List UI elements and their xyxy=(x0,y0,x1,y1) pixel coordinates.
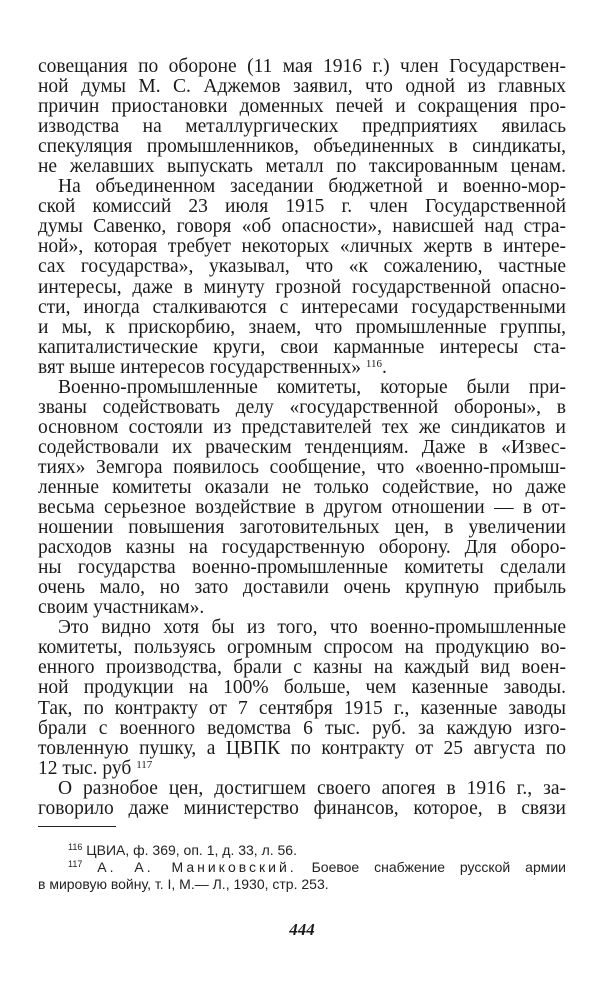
line-text: содействовали их рваческим тенденциям. Даже в «Извес- xyxy=(38,436,566,458)
line-text: ношении повышения заготовительных цен, в увеличении xyxy=(38,517,566,539)
line-text: ны государства военно-промышленные комитеты сделали xyxy=(38,557,566,579)
text-line xyxy=(38,719,566,739)
line-text: говорило даже министерство финансов, которое, в связи xyxy=(38,797,566,819)
text-line xyxy=(38,498,566,518)
text-line xyxy=(38,699,566,719)
text-line xyxy=(38,217,566,237)
footnote-reference: 116 xyxy=(365,357,382,370)
footnote-author: А. А. Маниковский. xyxy=(97,859,297,875)
footnote-text: в мировую войну, т. I, М.— Л., 1930, стр. 253. xyxy=(38,876,329,892)
text-line xyxy=(38,618,566,638)
text-line xyxy=(38,558,566,578)
line-text: 12 тыс. руб xyxy=(38,757,137,779)
text-line xyxy=(38,177,566,197)
footnote-number: 116 xyxy=(68,842,83,852)
line-text: изводства на металлургических предприятиях явилась xyxy=(38,116,566,138)
line-text: тиях» Земгора появилось сообщение, что «военно-промыш- xyxy=(38,456,566,478)
text-line xyxy=(38,257,566,277)
text-line xyxy=(38,518,566,538)
paragraph xyxy=(38,378,566,619)
paragraph xyxy=(38,779,566,819)
footnote-text: Боевое снабжение русской армии xyxy=(296,859,566,875)
line-text: и мы, к прискорбию, знаем, что промышленные группы, xyxy=(38,316,566,338)
text-line xyxy=(38,658,566,678)
text-line xyxy=(38,97,566,117)
line-text: ской комиссий 23 июля 1915 г. член Государственной xyxy=(38,196,566,218)
line-text-after: . xyxy=(381,356,387,378)
text-line xyxy=(38,117,566,137)
line-text: не желавших выпускать металл по таксированным ценам. xyxy=(38,156,566,178)
footnote-divider xyxy=(38,826,116,827)
footnote-line xyxy=(38,842,566,859)
text-line xyxy=(38,418,566,438)
text-line xyxy=(38,578,566,598)
footnotes xyxy=(38,842,566,893)
line-text: основном состояли из представителей тех же синдикатов и xyxy=(38,416,566,438)
text-line xyxy=(38,678,566,698)
line-text: енного производства, брали с казны на каждый вид воен- xyxy=(38,657,566,679)
line-text: О разнобое цен, достигшем своего апогея в 1916 г., за- xyxy=(58,777,566,799)
line-text: званы содействовать делу «государственной обороны», в xyxy=(38,396,566,418)
line-text: сти, иногда сталкиваются с интересами государственными xyxy=(38,296,566,318)
paragraph xyxy=(38,177,566,377)
text-line xyxy=(38,338,566,358)
line-text: На объединенном заседании бюджетной и военно-мор- xyxy=(58,176,566,198)
line-text: вят выше интересов государственных» xyxy=(38,356,366,378)
line-text: весьма серьезное воздействие в другом отношении — в от- xyxy=(38,497,566,519)
text-line xyxy=(38,298,566,318)
line-text: очень мало, но зато доставили очень крупную прибыль xyxy=(38,577,566,599)
text-line xyxy=(38,137,566,157)
line-text: сах государства», указывал, что «к сожалению, частные xyxy=(38,256,566,278)
line-text: комитеты, пользуясь огромным спросом на продукцию во- xyxy=(38,637,566,659)
text-line xyxy=(38,77,566,97)
text-line xyxy=(38,398,566,418)
line-text: думы Савенко, говоря «об опасности», нависшей над стра- xyxy=(38,216,566,238)
footnote-line xyxy=(38,859,566,876)
text-line xyxy=(38,478,566,498)
text-line xyxy=(38,739,566,759)
line-text: брали с военного ведомства 6 тыс. руб. за каждую изго- xyxy=(38,717,566,739)
text-line xyxy=(38,358,566,378)
footnote xyxy=(38,842,566,859)
footnote-text: ЦВИА, ф. 369, оп. 1, д. 33, л. 56. xyxy=(86,842,297,858)
line-text: своим участникам». xyxy=(38,597,205,619)
text-line xyxy=(38,779,566,799)
line-text: спекуляция промышленников, объединенных в синдикаты, xyxy=(38,136,566,158)
text-line xyxy=(38,378,566,398)
line-text: ной», которая требует некоторых «личных жертв в интере- xyxy=(38,236,566,258)
line-text: ной думы М. С. Аджемов заявил, что одной из главных xyxy=(38,76,566,98)
text-line xyxy=(38,278,566,298)
text-line xyxy=(38,598,566,618)
text-line xyxy=(38,157,566,177)
line-text: совещания по обороне (11 мая 1916 г.) член Государствен- xyxy=(38,56,566,77)
text-line xyxy=(38,318,566,338)
text-line xyxy=(38,237,566,257)
line-text: Это видно хотя бы из того, что военно-промышленные xyxy=(58,617,566,639)
line-text: ной продукции на 100% больше, чем казенные заводы. xyxy=(38,677,566,699)
body-text xyxy=(38,57,566,819)
line-text: Так, по контракту от 7 сентября 1915 г., казенные заводы xyxy=(38,697,566,719)
line-text: капиталистические круги, свои карманные интересы ста- xyxy=(38,336,566,358)
line-text: причин приостановки доменных печей и сокращения про- xyxy=(38,96,566,118)
line-text: ленные комитеты оказали не только содействие, но даже xyxy=(38,476,566,498)
line-text: Военно-промышленные комитеты, которые были при- xyxy=(58,376,566,398)
footnote-reference: 117 xyxy=(136,758,153,771)
paragraph xyxy=(38,57,566,177)
footnote-line xyxy=(38,876,566,893)
footnote-number: 117 xyxy=(68,859,83,869)
text-line xyxy=(38,438,566,458)
text-line xyxy=(38,799,566,819)
line-text: расходов казны на государственную оборону. Для оборо- xyxy=(38,537,566,559)
text-line xyxy=(38,197,566,217)
footnote xyxy=(38,859,566,893)
paragraph xyxy=(38,618,566,778)
text-line xyxy=(38,538,566,558)
line-text: интересы, даже в минуту грозной государственной опасно- xyxy=(38,276,566,298)
text-line xyxy=(38,57,566,77)
text-line xyxy=(38,759,566,779)
text-line xyxy=(38,458,566,478)
line-text: товленную пушку, а ЦВПК по контракту от 25 августа по xyxy=(38,737,566,759)
page-number: 444 xyxy=(289,920,315,939)
text-line xyxy=(38,638,566,658)
